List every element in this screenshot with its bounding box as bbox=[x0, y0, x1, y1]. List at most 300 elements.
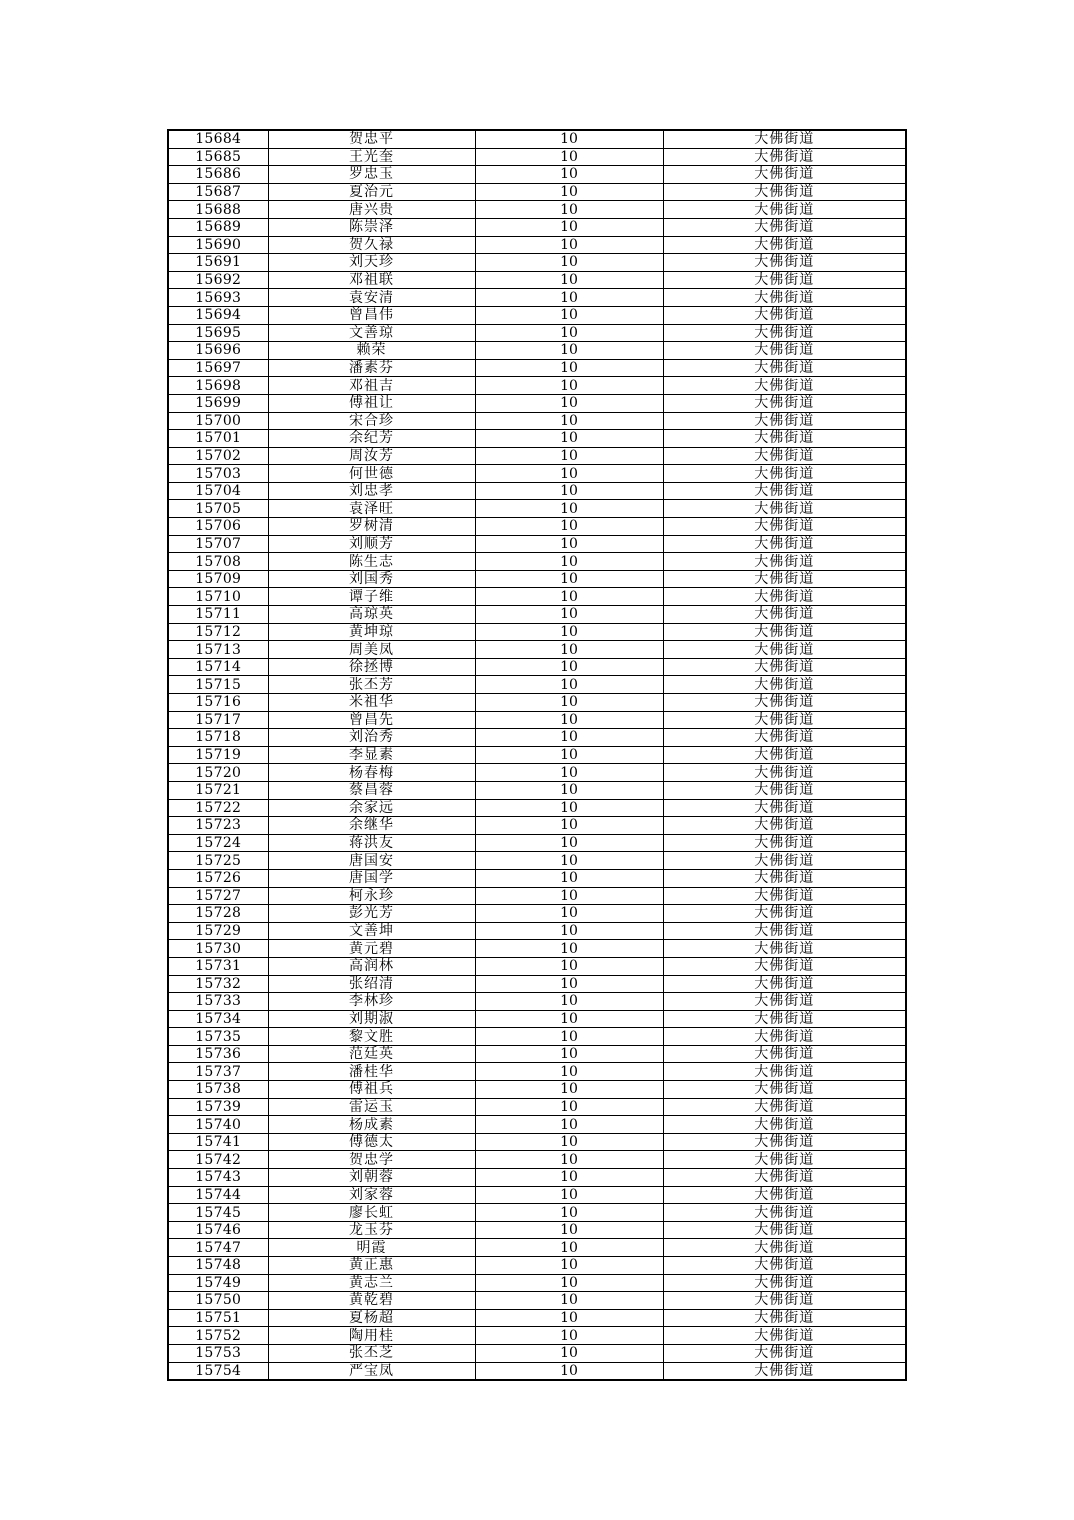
table-row bbox=[168, 1098, 906, 1116]
row-number-cell: 15720 bbox=[168, 764, 268, 782]
amount-cell: 10 bbox=[475, 1045, 663, 1063]
name-cell: 周美凤 bbox=[268, 641, 475, 659]
table-row bbox=[168, 764, 906, 782]
area-cell: 大佛街道 bbox=[663, 518, 906, 536]
row-number-cell: 15718 bbox=[168, 729, 268, 747]
table-row bbox=[168, 1292, 906, 1310]
table-row bbox=[168, 781, 906, 799]
row-number-cell: 15722 bbox=[168, 799, 268, 817]
row-number-cell: 15716 bbox=[168, 694, 268, 712]
area-cell: 大佛街道 bbox=[663, 1116, 906, 1134]
amount-cell: 10 bbox=[475, 711, 663, 729]
table-row bbox=[168, 1204, 906, 1222]
amount-cell: 10 bbox=[475, 289, 663, 307]
area-cell: 大佛街道 bbox=[663, 465, 906, 483]
row-number-cell: 15697 bbox=[168, 359, 268, 377]
amount-cell: 10 bbox=[475, 869, 663, 887]
roster-table-body bbox=[168, 130, 906, 1380]
area-cell: 大佛街道 bbox=[663, 1063, 906, 1081]
table-row bbox=[168, 553, 906, 571]
table-row bbox=[168, 588, 906, 606]
table-row bbox=[168, 447, 906, 465]
amount-cell: 10 bbox=[475, 254, 663, 272]
table-row bbox=[168, 694, 906, 712]
area-cell: 大佛街道 bbox=[663, 412, 906, 430]
area-cell: 大佛街道 bbox=[663, 641, 906, 659]
amount-cell: 10 bbox=[475, 852, 663, 870]
name-cell: 黄正惠 bbox=[268, 1257, 475, 1275]
area-cell: 大佛街道 bbox=[663, 289, 906, 307]
table-row bbox=[168, 518, 906, 536]
amount-cell: 10 bbox=[475, 324, 663, 342]
name-cell: 明霞 bbox=[268, 1239, 475, 1257]
table-row bbox=[168, 1186, 906, 1204]
name-cell: 蔡昌蓉 bbox=[268, 781, 475, 799]
amount-cell: 10 bbox=[475, 518, 663, 536]
name-cell: 文善坤 bbox=[268, 922, 475, 940]
area-cell: 大佛街道 bbox=[663, 1186, 906, 1204]
row-number-cell: 15726 bbox=[168, 869, 268, 887]
area-cell: 大佛街道 bbox=[663, 1045, 906, 1063]
table-row bbox=[168, 482, 906, 500]
amount-cell: 10 bbox=[475, 553, 663, 571]
name-cell: 潘桂华 bbox=[268, 1063, 475, 1081]
row-number-cell: 15750 bbox=[168, 1292, 268, 1310]
name-cell: 严宝凤 bbox=[268, 1362, 475, 1380]
table-row bbox=[168, 1028, 906, 1046]
name-cell: 曾昌伟 bbox=[268, 306, 475, 324]
table-row bbox=[168, 236, 906, 254]
table-row bbox=[168, 606, 906, 624]
area-cell: 大佛街道 bbox=[663, 447, 906, 465]
amount-cell: 10 bbox=[475, 306, 663, 324]
table-row bbox=[168, 306, 906, 324]
table-row bbox=[168, 1169, 906, 1187]
table-row bbox=[168, 1010, 906, 1028]
amount-cell: 10 bbox=[475, 570, 663, 588]
name-cell: 黄元碧 bbox=[268, 940, 475, 958]
amount-cell: 10 bbox=[475, 729, 663, 747]
table-row bbox=[168, 1362, 906, 1380]
name-cell: 张丕芝 bbox=[268, 1344, 475, 1362]
area-cell: 大佛街道 bbox=[663, 1169, 906, 1187]
amount-cell: 10 bbox=[475, 1257, 663, 1275]
area-cell: 大佛街道 bbox=[663, 570, 906, 588]
table-row bbox=[168, 957, 906, 975]
table-row bbox=[168, 148, 906, 166]
area-cell: 大佛街道 bbox=[663, 729, 906, 747]
name-cell: 邓祖联 bbox=[268, 271, 475, 289]
amount-cell: 10 bbox=[475, 430, 663, 448]
row-number-cell: 15702 bbox=[168, 447, 268, 465]
table-row bbox=[168, 130, 906, 148]
area-cell: 大佛街道 bbox=[663, 183, 906, 201]
name-cell: 雷运玉 bbox=[268, 1098, 475, 1116]
name-cell: 唐国安 bbox=[268, 852, 475, 870]
name-cell: 高润林 bbox=[268, 957, 475, 975]
row-number-cell: 15751 bbox=[168, 1309, 268, 1327]
table-row bbox=[168, 1257, 906, 1275]
amount-cell: 10 bbox=[475, 905, 663, 923]
amount-cell: 10 bbox=[475, 781, 663, 799]
amount-cell: 10 bbox=[475, 658, 663, 676]
name-cell: 李显素 bbox=[268, 746, 475, 764]
area-cell: 大佛街道 bbox=[663, 975, 906, 993]
area-cell: 大佛街道 bbox=[663, 1028, 906, 1046]
name-cell: 徐拯博 bbox=[268, 658, 475, 676]
area-cell: 大佛街道 bbox=[663, 394, 906, 412]
table-row bbox=[168, 1063, 906, 1081]
amount-cell: 10 bbox=[475, 342, 663, 360]
table-row bbox=[168, 1274, 906, 1292]
row-number-cell: 15733 bbox=[168, 993, 268, 1011]
area-cell: 大佛街道 bbox=[663, 993, 906, 1011]
name-cell: 曾昌先 bbox=[268, 711, 475, 729]
name-cell: 罗忠玉 bbox=[268, 166, 475, 184]
row-number-cell: 15700 bbox=[168, 412, 268, 430]
table-row bbox=[168, 1221, 906, 1239]
row-number-cell: 15727 bbox=[168, 887, 268, 905]
amount-cell: 10 bbox=[475, 1309, 663, 1327]
area-cell: 大佛街道 bbox=[663, 482, 906, 500]
row-number-cell: 15732 bbox=[168, 975, 268, 993]
row-number-cell: 15711 bbox=[168, 606, 268, 624]
area-cell: 大佛街道 bbox=[663, 746, 906, 764]
amount-cell: 10 bbox=[475, 694, 663, 712]
area-cell: 大佛街道 bbox=[663, 1133, 906, 1151]
name-cell: 范廷英 bbox=[268, 1045, 475, 1063]
amount-cell: 10 bbox=[475, 1344, 663, 1362]
table-row bbox=[168, 993, 906, 1011]
amount-cell: 10 bbox=[475, 1028, 663, 1046]
row-number-cell: 15747 bbox=[168, 1239, 268, 1257]
table-row bbox=[168, 940, 906, 958]
area-cell: 大佛街道 bbox=[663, 500, 906, 518]
area-cell: 大佛街道 bbox=[663, 1292, 906, 1310]
amount-cell: 10 bbox=[475, 1204, 663, 1222]
row-number-cell: 15753 bbox=[168, 1344, 268, 1362]
row-number-cell: 15712 bbox=[168, 623, 268, 641]
area-cell: 大佛街道 bbox=[663, 834, 906, 852]
amount-cell: 10 bbox=[475, 359, 663, 377]
amount-cell: 10 bbox=[475, 799, 663, 817]
table-row bbox=[168, 289, 906, 307]
area-cell: 大佛街道 bbox=[663, 1098, 906, 1116]
name-cell: 刘期淑 bbox=[268, 1010, 475, 1028]
area-cell: 大佛街道 bbox=[663, 1081, 906, 1099]
row-number-cell: 15692 bbox=[168, 271, 268, 289]
area-cell: 大佛街道 bbox=[663, 940, 906, 958]
amount-cell: 10 bbox=[475, 817, 663, 835]
row-number-cell: 15707 bbox=[168, 535, 268, 553]
amount-cell: 10 bbox=[475, 1292, 663, 1310]
table-row bbox=[168, 1309, 906, 1327]
row-number-cell: 15715 bbox=[168, 676, 268, 694]
amount-cell: 10 bbox=[475, 764, 663, 782]
name-cell: 周汝芳 bbox=[268, 447, 475, 465]
row-number-cell: 15684 bbox=[168, 130, 268, 148]
amount-cell: 10 bbox=[475, 394, 663, 412]
table-row bbox=[168, 1151, 906, 1169]
row-number-cell: 15721 bbox=[168, 781, 268, 799]
area-cell: 大佛街道 bbox=[663, 1221, 906, 1239]
amount-cell: 10 bbox=[475, 1010, 663, 1028]
amount-cell: 10 bbox=[475, 623, 663, 641]
area-cell: 大佛街道 bbox=[663, 676, 906, 694]
row-number-cell: 15752 bbox=[168, 1327, 268, 1345]
amount-cell: 10 bbox=[475, 746, 663, 764]
area-cell: 大佛街道 bbox=[663, 1327, 906, 1345]
row-number-cell: 15719 bbox=[168, 746, 268, 764]
amount-cell: 10 bbox=[475, 1274, 663, 1292]
area-cell: 大佛街道 bbox=[663, 254, 906, 272]
area-cell: 大佛街道 bbox=[663, 130, 906, 148]
table-row bbox=[168, 887, 906, 905]
area-cell: 大佛街道 bbox=[663, 1151, 906, 1169]
name-cell: 杨春梅 bbox=[268, 764, 475, 782]
area-cell: 大佛街道 bbox=[663, 623, 906, 641]
name-cell: 傅祖让 bbox=[268, 394, 475, 412]
name-cell: 余纪芳 bbox=[268, 430, 475, 448]
table-row bbox=[168, 711, 906, 729]
area-cell: 大佛街道 bbox=[663, 1309, 906, 1327]
row-number-cell: 15731 bbox=[168, 957, 268, 975]
roster-table bbox=[167, 129, 907, 1381]
amount-cell: 10 bbox=[475, 500, 663, 518]
amount-cell: 10 bbox=[475, 676, 663, 694]
name-cell: 刘天珍 bbox=[268, 254, 475, 272]
name-cell: 蒋洪友 bbox=[268, 834, 475, 852]
area-cell: 大佛街道 bbox=[663, 887, 906, 905]
table-row bbox=[168, 817, 906, 835]
area-cell: 大佛街道 bbox=[663, 535, 906, 553]
table-row bbox=[168, 412, 906, 430]
area-cell: 大佛街道 bbox=[663, 694, 906, 712]
row-number-cell: 15743 bbox=[168, 1169, 268, 1187]
amount-cell: 10 bbox=[475, 975, 663, 993]
name-cell: 袁安清 bbox=[268, 289, 475, 307]
row-number-cell: 15698 bbox=[168, 377, 268, 395]
row-number-cell: 15701 bbox=[168, 430, 268, 448]
row-number-cell: 15705 bbox=[168, 500, 268, 518]
name-cell: 王光奎 bbox=[268, 148, 475, 166]
area-cell: 大佛街道 bbox=[663, 377, 906, 395]
table-row bbox=[168, 641, 906, 659]
amount-cell: 10 bbox=[475, 993, 663, 1011]
amount-cell: 10 bbox=[475, 887, 663, 905]
area-cell: 大佛街道 bbox=[663, 711, 906, 729]
name-cell: 陈生志 bbox=[268, 553, 475, 571]
name-cell: 余继华 bbox=[268, 817, 475, 835]
amount-cell: 10 bbox=[475, 166, 663, 184]
amount-cell: 10 bbox=[475, 1133, 663, 1151]
name-cell: 刘国秀 bbox=[268, 570, 475, 588]
name-cell: 傅祖兵 bbox=[268, 1081, 475, 1099]
name-cell: 高琼英 bbox=[268, 606, 475, 624]
table-row bbox=[168, 201, 906, 219]
table-row bbox=[168, 183, 906, 201]
amount-cell: 10 bbox=[475, 940, 663, 958]
row-number-cell: 15689 bbox=[168, 218, 268, 236]
row-number-cell: 15741 bbox=[168, 1133, 268, 1151]
table-row bbox=[168, 729, 906, 747]
row-number-cell: 15745 bbox=[168, 1204, 268, 1222]
name-cell: 傅德太 bbox=[268, 1133, 475, 1151]
table-row bbox=[168, 834, 906, 852]
amount-cell: 10 bbox=[475, 482, 663, 500]
area-cell: 大佛街道 bbox=[663, 606, 906, 624]
area-cell: 大佛街道 bbox=[663, 1239, 906, 1257]
area-cell: 大佛街道 bbox=[663, 869, 906, 887]
table-row bbox=[168, 500, 906, 518]
area-cell: 大佛街道 bbox=[663, 166, 906, 184]
table-row bbox=[168, 570, 906, 588]
name-cell: 贺忠平 bbox=[268, 130, 475, 148]
amount-cell: 10 bbox=[475, 447, 663, 465]
table-row bbox=[168, 799, 906, 817]
row-number-cell: 15686 bbox=[168, 166, 268, 184]
row-number-cell: 15691 bbox=[168, 254, 268, 272]
area-cell: 大佛街道 bbox=[663, 799, 906, 817]
name-cell: 袁泽旺 bbox=[268, 500, 475, 518]
row-number-cell: 15709 bbox=[168, 570, 268, 588]
row-number-cell: 15704 bbox=[168, 482, 268, 500]
area-cell: 大佛街道 bbox=[663, 306, 906, 324]
row-number-cell: 15728 bbox=[168, 905, 268, 923]
amount-cell: 10 bbox=[475, 1239, 663, 1257]
area-cell: 大佛街道 bbox=[663, 271, 906, 289]
name-cell: 文善琼 bbox=[268, 324, 475, 342]
name-cell: 刘忠孝 bbox=[268, 482, 475, 500]
name-cell: 黄乾碧 bbox=[268, 1292, 475, 1310]
amount-cell: 10 bbox=[475, 465, 663, 483]
amount-cell: 10 bbox=[475, 1063, 663, 1081]
row-number-cell: 15696 bbox=[168, 342, 268, 360]
area-cell: 大佛街道 bbox=[663, 922, 906, 940]
amount-cell: 10 bbox=[475, 1098, 663, 1116]
area-cell: 大佛街道 bbox=[663, 201, 906, 219]
area-cell: 大佛街道 bbox=[663, 957, 906, 975]
table-row bbox=[168, 535, 906, 553]
name-cell: 彭光芳 bbox=[268, 905, 475, 923]
table-row bbox=[168, 1116, 906, 1134]
table-row bbox=[168, 377, 906, 395]
area-cell: 大佛街道 bbox=[663, 553, 906, 571]
table-row bbox=[168, 342, 906, 360]
amount-cell: 10 bbox=[475, 535, 663, 553]
name-cell: 邓祖吉 bbox=[268, 377, 475, 395]
amount-cell: 10 bbox=[475, 183, 663, 201]
row-number-cell: 15693 bbox=[168, 289, 268, 307]
table-row bbox=[168, 1344, 906, 1362]
name-cell: 黄坤琼 bbox=[268, 623, 475, 641]
name-cell: 米祖华 bbox=[268, 694, 475, 712]
amount-cell: 10 bbox=[475, 1169, 663, 1187]
area-cell: 大佛街道 bbox=[663, 1274, 906, 1292]
table-row bbox=[168, 254, 906, 272]
amount-cell: 10 bbox=[475, 606, 663, 624]
area-cell: 大佛街道 bbox=[663, 359, 906, 377]
table-row bbox=[168, 1133, 906, 1151]
amount-cell: 10 bbox=[475, 201, 663, 219]
amount-cell: 10 bbox=[475, 218, 663, 236]
table-row bbox=[168, 465, 906, 483]
row-number-cell: 15739 bbox=[168, 1098, 268, 1116]
table-row bbox=[168, 394, 906, 412]
table-row bbox=[168, 1081, 906, 1099]
row-number-cell: 15723 bbox=[168, 817, 268, 835]
area-cell: 大佛街道 bbox=[663, 236, 906, 254]
amount-cell: 10 bbox=[475, 1327, 663, 1345]
row-number-cell: 15706 bbox=[168, 518, 268, 536]
table-row bbox=[168, 324, 906, 342]
name-cell: 刘治秀 bbox=[268, 729, 475, 747]
area-cell: 大佛街道 bbox=[663, 658, 906, 676]
row-number-cell: 15748 bbox=[168, 1257, 268, 1275]
name-cell: 夏杨超 bbox=[268, 1309, 475, 1327]
table-row bbox=[168, 623, 906, 641]
amount-cell: 10 bbox=[475, 1362, 663, 1380]
row-number-cell: 15688 bbox=[168, 201, 268, 219]
row-number-cell: 15742 bbox=[168, 1151, 268, 1169]
row-number-cell: 15730 bbox=[168, 940, 268, 958]
name-cell: 刘顺芳 bbox=[268, 535, 475, 553]
area-cell: 大佛街道 bbox=[663, 342, 906, 360]
row-number-cell: 15754 bbox=[168, 1362, 268, 1380]
row-number-cell: 15736 bbox=[168, 1045, 268, 1063]
row-number-cell: 15714 bbox=[168, 658, 268, 676]
table-row bbox=[168, 271, 906, 289]
row-number-cell: 15713 bbox=[168, 641, 268, 659]
name-cell: 谭子维 bbox=[268, 588, 475, 606]
table-row bbox=[168, 746, 906, 764]
row-number-cell: 15744 bbox=[168, 1186, 268, 1204]
row-number-cell: 15725 bbox=[168, 852, 268, 870]
name-cell: 张丕芳 bbox=[268, 676, 475, 694]
table-row bbox=[168, 359, 906, 377]
amount-cell: 10 bbox=[475, 130, 663, 148]
name-cell: 黎文胜 bbox=[268, 1028, 475, 1046]
amount-cell: 10 bbox=[475, 271, 663, 289]
name-cell: 夏治元 bbox=[268, 183, 475, 201]
table-row bbox=[168, 166, 906, 184]
name-cell: 廖长虹 bbox=[268, 1204, 475, 1222]
area-cell: 大佛街道 bbox=[663, 1257, 906, 1275]
table-row bbox=[168, 430, 906, 448]
table-row bbox=[168, 1239, 906, 1257]
table-row bbox=[168, 975, 906, 993]
name-cell: 唐国学 bbox=[268, 869, 475, 887]
name-cell: 刘家蓉 bbox=[268, 1186, 475, 1204]
name-cell: 陈崇泽 bbox=[268, 218, 475, 236]
name-cell: 潘素芬 bbox=[268, 359, 475, 377]
name-cell: 龙玉芬 bbox=[268, 1221, 475, 1239]
area-cell: 大佛街道 bbox=[663, 905, 906, 923]
row-number-cell: 15729 bbox=[168, 922, 268, 940]
amount-cell: 10 bbox=[475, 1081, 663, 1099]
name-cell: 李林珍 bbox=[268, 993, 475, 1011]
table-row bbox=[168, 905, 906, 923]
amount-cell: 10 bbox=[475, 1116, 663, 1134]
row-number-cell: 15694 bbox=[168, 306, 268, 324]
amount-cell: 10 bbox=[475, 412, 663, 430]
amount-cell: 10 bbox=[475, 148, 663, 166]
table-row bbox=[168, 218, 906, 236]
area-cell: 大佛街道 bbox=[663, 324, 906, 342]
table-row bbox=[168, 676, 906, 694]
name-cell: 唐兴贵 bbox=[268, 201, 475, 219]
row-number-cell: 15735 bbox=[168, 1028, 268, 1046]
